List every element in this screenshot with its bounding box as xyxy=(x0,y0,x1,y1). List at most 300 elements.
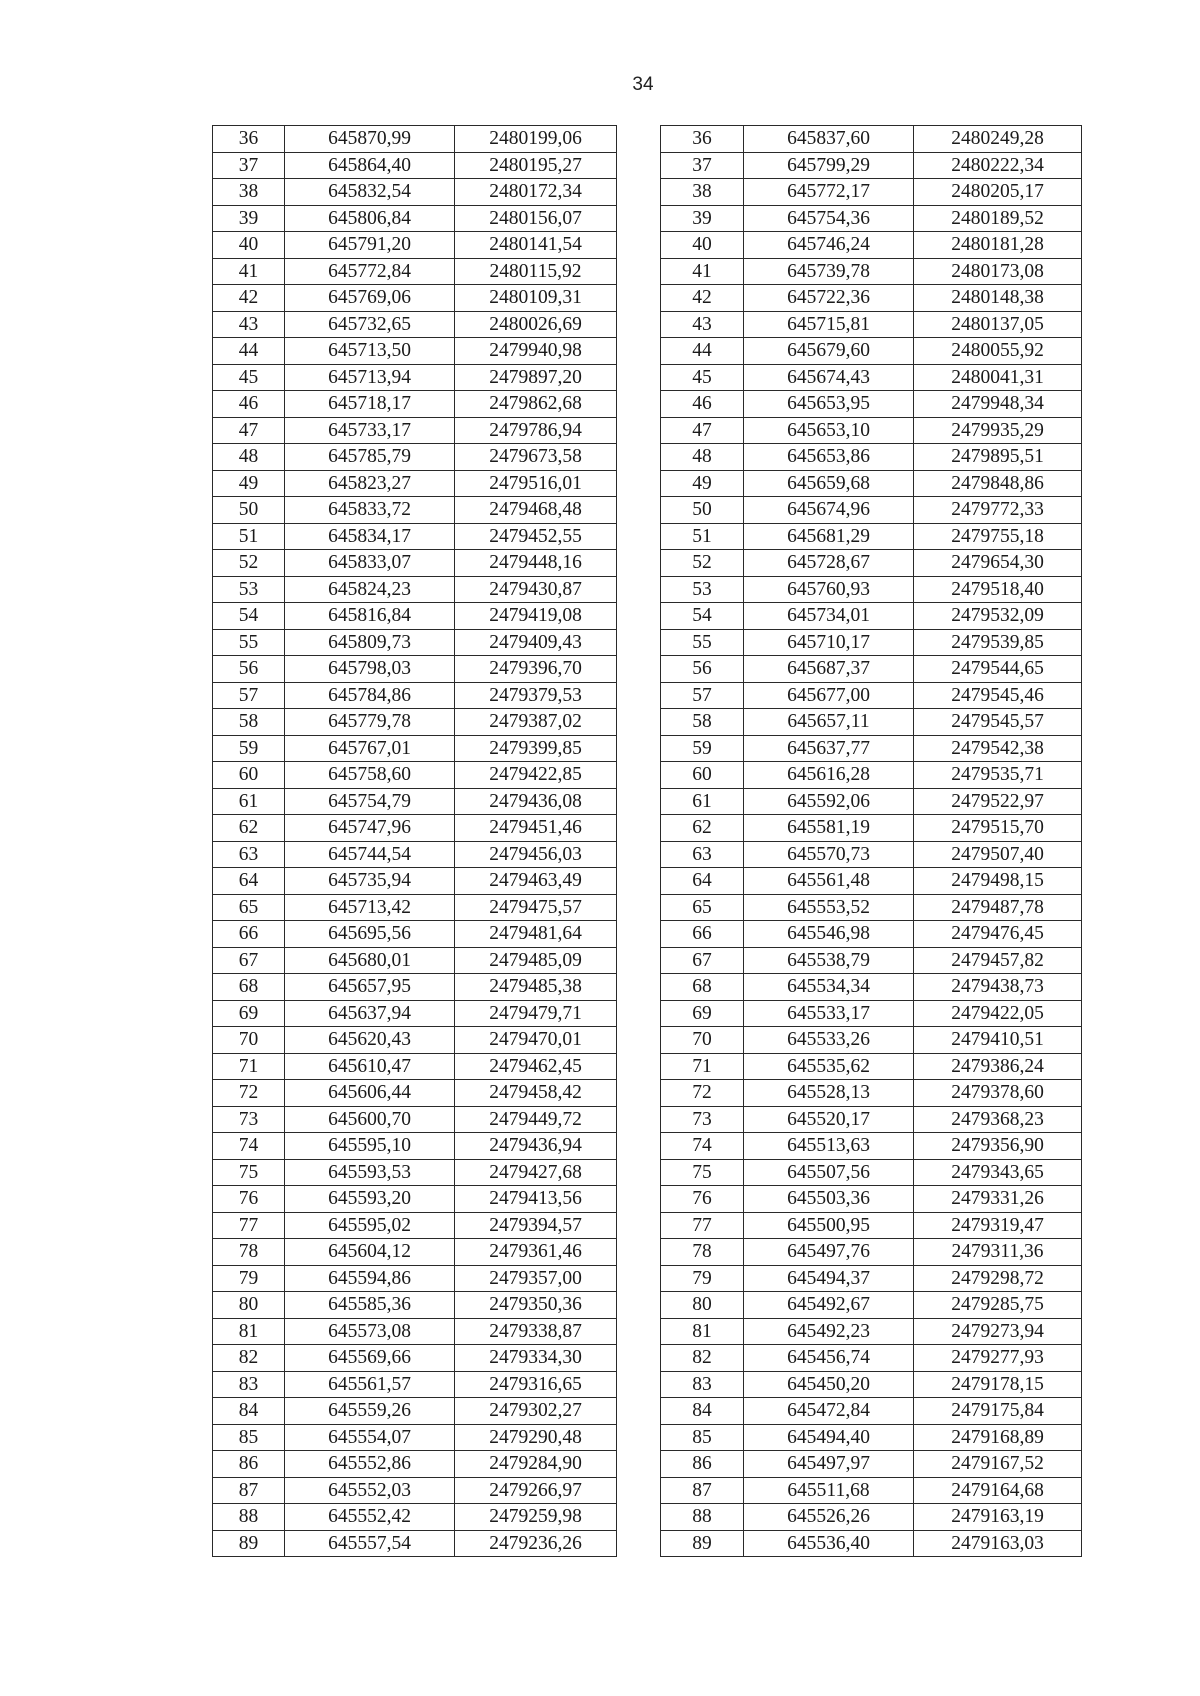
y-coordinate-right-cell: 2479507,40 xyxy=(914,841,1082,868)
y-coordinate-left-cell: 2479316,65 xyxy=(455,1371,617,1398)
y-coordinate-left-cell: 2479448,16 xyxy=(455,550,617,577)
table-row xyxy=(213,947,1082,974)
y-coordinate-left-cell: 2479436,94 xyxy=(455,1133,617,1160)
column-gap-cell xyxy=(617,1239,661,1266)
column-gap-cell xyxy=(617,1530,661,1557)
column-gap-cell xyxy=(617,364,661,391)
x-coordinate-left-cell: 645784,86 xyxy=(285,682,455,709)
y-coordinate-left-cell: 2479481,64 xyxy=(455,921,617,948)
y-coordinate-left-cell: 2479673,58 xyxy=(455,444,617,471)
table-row xyxy=(213,868,1082,895)
x-coordinate-right-cell: 645653,86 xyxy=(744,444,914,471)
column-gap-cell xyxy=(617,894,661,921)
column-gap-cell xyxy=(617,1398,661,1425)
y-coordinate-right-cell: 2479848,86 xyxy=(914,470,1082,497)
x-coordinate-left-cell: 645552,42 xyxy=(285,1504,455,1531)
y-coordinate-left-cell: 2479266,97 xyxy=(455,1477,617,1504)
point-number-left-cell: 55 xyxy=(213,629,285,656)
column-gap-cell xyxy=(617,258,661,285)
point-number-left-cell: 58 xyxy=(213,709,285,736)
x-coordinate-right-cell: 645728,67 xyxy=(744,550,914,577)
table-row xyxy=(213,152,1082,179)
column-gap-cell xyxy=(617,232,661,259)
y-coordinate-left-cell: 2479485,09 xyxy=(455,947,617,974)
table-row xyxy=(213,1159,1082,1186)
column-gap-cell xyxy=(617,841,661,868)
y-coordinate-right-cell: 2479164,68 xyxy=(914,1477,1082,1504)
y-coordinate-left-cell: 2479338,87 xyxy=(455,1318,617,1345)
x-coordinate-left-cell: 645833,07 xyxy=(285,550,455,577)
point-number-right-cell: 36 xyxy=(661,126,744,153)
point-number-right-cell: 44 xyxy=(661,338,744,365)
table-row xyxy=(213,709,1082,736)
x-coordinate-left-cell: 645573,08 xyxy=(285,1318,455,1345)
x-coordinate-left-cell: 645747,96 xyxy=(285,815,455,842)
x-coordinate-right-cell: 645657,11 xyxy=(744,709,914,736)
y-coordinate-right-cell: 2479532,09 xyxy=(914,603,1082,630)
table-row xyxy=(213,1424,1082,1451)
column-gap-cell xyxy=(617,629,661,656)
column-gap-cell xyxy=(617,523,661,550)
table-row xyxy=(213,1530,1082,1557)
y-coordinate-left-cell: 2479452,55 xyxy=(455,523,617,550)
x-coordinate-left-cell: 645758,60 xyxy=(285,762,455,789)
y-coordinate-right-cell: 2479386,24 xyxy=(914,1053,1082,1080)
table-row xyxy=(213,285,1082,312)
point-number-left-cell: 75 xyxy=(213,1159,285,1186)
y-coordinate-left-cell: 2479516,01 xyxy=(455,470,617,497)
column-gap-cell xyxy=(617,126,661,153)
point-number-left-cell: 86 xyxy=(213,1451,285,1478)
column-gap-cell xyxy=(617,735,661,762)
table-row xyxy=(213,1398,1082,1425)
table-row xyxy=(213,470,1082,497)
table-row xyxy=(213,815,1082,842)
point-number-right-cell: 66 xyxy=(661,921,744,948)
x-coordinate-right-cell: 645497,97 xyxy=(744,1451,914,1478)
x-coordinate-left-cell: 645713,42 xyxy=(285,894,455,921)
point-number-left-cell: 43 xyxy=(213,311,285,338)
y-coordinate-left-cell: 2479379,53 xyxy=(455,682,617,709)
point-number-right-cell: 45 xyxy=(661,364,744,391)
y-coordinate-left-cell: 2479475,57 xyxy=(455,894,617,921)
table-row xyxy=(213,841,1082,868)
x-coordinate-left-cell: 645767,01 xyxy=(285,735,455,762)
table-row xyxy=(213,364,1082,391)
x-coordinate-right-cell: 645581,19 xyxy=(744,815,914,842)
table-row xyxy=(213,126,1082,153)
point-number-right-cell: 78 xyxy=(661,1239,744,1266)
point-number-right-cell: 59 xyxy=(661,735,744,762)
x-coordinate-left-cell: 645600,70 xyxy=(285,1106,455,1133)
table-row xyxy=(213,921,1082,948)
point-number-left-cell: 53 xyxy=(213,576,285,603)
point-number-left-cell: 56 xyxy=(213,656,285,683)
x-coordinate-right-cell: 645511,68 xyxy=(744,1477,914,1504)
y-coordinate-right-cell: 2479277,93 xyxy=(914,1345,1082,1372)
column-gap-cell xyxy=(617,311,661,338)
column-gap-cell xyxy=(617,1186,661,1213)
point-number-left-cell: 57 xyxy=(213,682,285,709)
x-coordinate-right-cell: 645536,40 xyxy=(744,1530,914,1557)
table-row xyxy=(213,1292,1082,1319)
point-number-right-cell: 68 xyxy=(661,974,744,1001)
y-coordinate-left-cell: 2479334,30 xyxy=(455,1345,617,1372)
x-coordinate-right-cell: 645534,34 xyxy=(744,974,914,1001)
point-number-left-cell: 63 xyxy=(213,841,285,868)
table-row xyxy=(213,974,1082,1001)
y-coordinate-left-cell: 2480156,07 xyxy=(455,205,617,232)
y-coordinate-left-cell: 2479399,85 xyxy=(455,735,617,762)
x-coordinate-left-cell: 645834,17 xyxy=(285,523,455,550)
x-coordinate-right-cell: 645659,68 xyxy=(744,470,914,497)
x-coordinate-left-cell: 645713,50 xyxy=(285,338,455,365)
column-gap-cell xyxy=(617,205,661,232)
point-number-right-cell: 43 xyxy=(661,311,744,338)
y-coordinate-right-cell: 2479755,18 xyxy=(914,523,1082,550)
table-row xyxy=(213,894,1082,921)
y-coordinate-right-cell: 2479518,40 xyxy=(914,576,1082,603)
y-coordinate-right-cell: 2479163,03 xyxy=(914,1530,1082,1557)
column-gap-cell xyxy=(617,1477,661,1504)
y-coordinate-left-cell: 2479284,90 xyxy=(455,1451,617,1478)
point-number-left-cell: 88 xyxy=(213,1504,285,1531)
point-number-right-cell: 53 xyxy=(661,576,744,603)
point-number-right-cell: 75 xyxy=(661,1159,744,1186)
y-coordinate-right-cell: 2479522,97 xyxy=(914,788,1082,815)
y-coordinate-right-cell: 2479654,30 xyxy=(914,550,1082,577)
point-number-right-cell: 79 xyxy=(661,1265,744,1292)
y-coordinate-right-cell: 2480055,92 xyxy=(914,338,1082,365)
point-number-right-cell: 72 xyxy=(661,1080,744,1107)
y-coordinate-right-cell: 2479438,73 xyxy=(914,974,1082,1001)
column-gap-cell xyxy=(617,1159,661,1186)
y-coordinate-left-cell: 2479302,27 xyxy=(455,1398,617,1425)
y-coordinate-right-cell: 2479273,94 xyxy=(914,1318,1082,1345)
point-number-left-cell: 73 xyxy=(213,1106,285,1133)
point-number-left-cell: 52 xyxy=(213,550,285,577)
x-coordinate-left-cell: 645593,20 xyxy=(285,1186,455,1213)
point-number-right-cell: 85 xyxy=(661,1424,744,1451)
x-coordinate-left-cell: 645779,78 xyxy=(285,709,455,736)
y-coordinate-left-cell: 2479394,57 xyxy=(455,1212,617,1239)
x-coordinate-right-cell: 645715,81 xyxy=(744,311,914,338)
x-coordinate-right-cell: 645492,23 xyxy=(744,1318,914,1345)
x-coordinate-left-cell: 645554,07 xyxy=(285,1424,455,1451)
x-coordinate-left-cell: 645606,44 xyxy=(285,1080,455,1107)
y-coordinate-right-cell: 2479285,75 xyxy=(914,1292,1082,1319)
y-coordinate-left-cell: 2479862,68 xyxy=(455,391,617,418)
x-coordinate-left-cell: 645680,01 xyxy=(285,947,455,974)
x-coordinate-left-cell: 645824,23 xyxy=(285,576,455,603)
point-number-right-cell: 77 xyxy=(661,1212,744,1239)
point-number-right-cell: 65 xyxy=(661,894,744,921)
point-number-right-cell: 54 xyxy=(661,603,744,630)
x-coordinate-left-cell: 645806,84 xyxy=(285,205,455,232)
y-coordinate-left-cell: 2480141,54 xyxy=(455,232,617,259)
column-gap-cell xyxy=(617,576,661,603)
y-coordinate-right-cell: 2480222,34 xyxy=(914,152,1082,179)
x-coordinate-left-cell: 645713,94 xyxy=(285,364,455,391)
point-number-right-cell: 49 xyxy=(661,470,744,497)
y-coordinate-left-cell: 2479427,68 xyxy=(455,1159,617,1186)
y-coordinate-left-cell: 2479458,42 xyxy=(455,1080,617,1107)
x-coordinate-left-cell: 645785,79 xyxy=(285,444,455,471)
column-gap-cell xyxy=(617,179,661,206)
table-row xyxy=(213,1053,1082,1080)
x-coordinate-right-cell: 645507,56 xyxy=(744,1159,914,1186)
y-coordinate-right-cell: 2479167,52 xyxy=(914,1451,1082,1478)
point-number-left-cell: 47 xyxy=(213,417,285,444)
column-gap-cell xyxy=(617,417,661,444)
y-coordinate-right-cell: 2479515,70 xyxy=(914,815,1082,842)
x-coordinate-left-cell: 645610,47 xyxy=(285,1053,455,1080)
table-row xyxy=(213,735,1082,762)
table-row xyxy=(213,1212,1082,1239)
x-coordinate-right-cell: 645500,95 xyxy=(744,1212,914,1239)
point-number-right-cell: 39 xyxy=(661,205,744,232)
point-number-right-cell: 70 xyxy=(661,1027,744,1054)
column-gap-cell xyxy=(617,656,661,683)
point-number-left-cell: 71 xyxy=(213,1053,285,1080)
x-coordinate-right-cell: 645528,13 xyxy=(744,1080,914,1107)
point-number-right-cell: 50 xyxy=(661,497,744,524)
point-number-left-cell: 74 xyxy=(213,1133,285,1160)
point-number-left-cell: 87 xyxy=(213,1477,285,1504)
column-gap-cell xyxy=(617,338,661,365)
point-number-left-cell: 49 xyxy=(213,470,285,497)
column-gap-cell xyxy=(617,1212,661,1239)
y-coordinate-left-cell: 2479413,56 xyxy=(455,1186,617,1213)
x-coordinate-left-cell: 645809,73 xyxy=(285,629,455,656)
y-coordinate-left-cell: 2479449,72 xyxy=(455,1106,617,1133)
point-number-right-cell: 38 xyxy=(661,179,744,206)
x-coordinate-right-cell: 645722,36 xyxy=(744,285,914,312)
y-coordinate-left-cell: 2479940,98 xyxy=(455,338,617,365)
y-coordinate-left-cell: 2479396,70 xyxy=(455,656,617,683)
x-coordinate-left-cell: 645593,53 xyxy=(285,1159,455,1186)
x-coordinate-left-cell: 645791,20 xyxy=(285,232,455,259)
y-coordinate-left-cell: 2479462,45 xyxy=(455,1053,617,1080)
x-coordinate-left-cell: 645732,65 xyxy=(285,311,455,338)
table-row xyxy=(213,232,1082,259)
point-number-right-cell: 84 xyxy=(661,1398,744,1425)
table-row xyxy=(213,1504,1082,1531)
x-coordinate-left-cell: 645733,17 xyxy=(285,417,455,444)
column-gap-cell xyxy=(617,1424,661,1451)
column-gap-cell xyxy=(617,391,661,418)
point-number-left-cell: 44 xyxy=(213,338,285,365)
y-coordinate-right-cell: 2479487,78 xyxy=(914,894,1082,921)
point-number-right-cell: 42 xyxy=(661,285,744,312)
y-coordinate-right-cell: 2479422,05 xyxy=(914,1000,1082,1027)
x-coordinate-left-cell: 645695,56 xyxy=(285,921,455,948)
point-number-left-cell: 54 xyxy=(213,603,285,630)
x-coordinate-left-cell: 645744,54 xyxy=(285,841,455,868)
table-row xyxy=(213,603,1082,630)
point-number-right-cell: 82 xyxy=(661,1345,744,1372)
y-coordinate-right-cell: 2479545,57 xyxy=(914,709,1082,736)
column-gap-cell xyxy=(617,550,661,577)
y-coordinate-left-cell: 2479470,01 xyxy=(455,1027,617,1054)
x-coordinate-right-cell: 645472,84 xyxy=(744,1398,914,1425)
column-gap-cell xyxy=(617,1133,661,1160)
point-number-right-cell: 81 xyxy=(661,1318,744,1345)
table-row xyxy=(213,1186,1082,1213)
y-coordinate-left-cell: 2479350,36 xyxy=(455,1292,617,1319)
point-number-right-cell: 89 xyxy=(661,1530,744,1557)
y-coordinate-right-cell: 2479356,90 xyxy=(914,1133,1082,1160)
point-number-right-cell: 37 xyxy=(661,152,744,179)
y-coordinate-right-cell: 2479178,15 xyxy=(914,1371,1082,1398)
point-number-left-cell: 40 xyxy=(213,232,285,259)
y-coordinate-right-cell: 2479539,85 xyxy=(914,629,1082,656)
point-number-right-cell: 41 xyxy=(661,258,744,285)
x-coordinate-left-cell: 645594,86 xyxy=(285,1265,455,1292)
point-number-left-cell: 46 xyxy=(213,391,285,418)
x-coordinate-right-cell: 645570,73 xyxy=(744,841,914,868)
table-row xyxy=(213,444,1082,471)
x-coordinate-right-cell: 645513,63 xyxy=(744,1133,914,1160)
point-number-left-cell: 62 xyxy=(213,815,285,842)
point-number-right-cell: 51 xyxy=(661,523,744,550)
x-coordinate-right-cell: 645494,37 xyxy=(744,1265,914,1292)
column-gap-cell xyxy=(617,1080,661,1107)
point-number-right-cell: 73 xyxy=(661,1106,744,1133)
point-number-left-cell: 45 xyxy=(213,364,285,391)
table-row xyxy=(213,576,1082,603)
y-coordinate-right-cell: 2479895,51 xyxy=(914,444,1082,471)
table-row xyxy=(213,788,1082,815)
table-row xyxy=(213,1451,1082,1478)
column-gap-cell xyxy=(617,974,661,1001)
point-number-left-cell: 72 xyxy=(213,1080,285,1107)
y-coordinate-left-cell: 2479290,48 xyxy=(455,1424,617,1451)
point-number-right-cell: 58 xyxy=(661,709,744,736)
x-coordinate-left-cell: 645735,94 xyxy=(285,868,455,895)
table-row xyxy=(213,497,1082,524)
x-coordinate-left-cell: 645585,36 xyxy=(285,1292,455,1319)
point-number-right-cell: 64 xyxy=(661,868,744,895)
point-number-left-cell: 78 xyxy=(213,1239,285,1266)
x-coordinate-left-cell: 645833,72 xyxy=(285,497,455,524)
y-coordinate-right-cell: 2479545,46 xyxy=(914,682,1082,709)
y-coordinate-left-cell: 2479468,48 xyxy=(455,497,617,524)
x-coordinate-left-cell: 645569,66 xyxy=(285,1345,455,1372)
point-number-left-cell: 37 xyxy=(213,152,285,179)
x-coordinate-right-cell: 645533,17 xyxy=(744,1000,914,1027)
table-row xyxy=(213,417,1082,444)
column-gap-cell xyxy=(617,152,661,179)
y-coordinate-left-cell: 2479456,03 xyxy=(455,841,617,868)
y-coordinate-right-cell: 2480205,17 xyxy=(914,179,1082,206)
point-number-left-cell: 39 xyxy=(213,205,285,232)
x-coordinate-left-cell: 645816,84 xyxy=(285,603,455,630)
point-number-right-cell: 76 xyxy=(661,1186,744,1213)
point-number-left-cell: 60 xyxy=(213,762,285,789)
x-coordinate-right-cell: 645760,93 xyxy=(744,576,914,603)
x-coordinate-right-cell: 645754,36 xyxy=(744,205,914,232)
column-gap-cell xyxy=(617,762,661,789)
y-coordinate-right-cell: 2479378,60 xyxy=(914,1080,1082,1107)
column-gap-cell xyxy=(617,868,661,895)
y-coordinate-left-cell: 2480109,31 xyxy=(455,285,617,312)
y-coordinate-right-cell: 2479772,33 xyxy=(914,497,1082,524)
y-coordinate-right-cell: 2480148,38 xyxy=(914,285,1082,312)
x-coordinate-right-cell: 645734,01 xyxy=(744,603,914,630)
column-gap-cell xyxy=(617,1504,661,1531)
point-number-left-cell: 79 xyxy=(213,1265,285,1292)
x-coordinate-right-cell: 645677,00 xyxy=(744,682,914,709)
x-coordinate-right-cell: 645653,10 xyxy=(744,417,914,444)
y-coordinate-right-cell: 2480189,52 xyxy=(914,205,1082,232)
x-coordinate-left-cell: 645561,57 xyxy=(285,1371,455,1398)
x-coordinate-left-cell: 645637,94 xyxy=(285,1000,455,1027)
column-gap-cell xyxy=(617,1292,661,1319)
table-row xyxy=(213,1345,1082,1372)
y-coordinate-right-cell: 2479535,71 xyxy=(914,762,1082,789)
y-coordinate-right-cell: 2479331,26 xyxy=(914,1186,1082,1213)
table-row xyxy=(213,258,1082,285)
point-number-left-cell: 59 xyxy=(213,735,285,762)
column-gap-cell xyxy=(617,497,661,524)
y-coordinate-right-cell: 2479298,72 xyxy=(914,1265,1082,1292)
column-gap-cell xyxy=(617,603,661,630)
column-gap-cell xyxy=(617,1000,661,1027)
coordinates-table-body xyxy=(213,126,1082,1557)
column-gap-cell xyxy=(617,709,661,736)
x-coordinate-right-cell: 645494,40 xyxy=(744,1424,914,1451)
x-coordinate-right-cell: 645681,29 xyxy=(744,523,914,550)
x-coordinate-right-cell: 645616,28 xyxy=(744,762,914,789)
point-number-left-cell: 80 xyxy=(213,1292,285,1319)
point-number-left-cell: 67 xyxy=(213,947,285,974)
x-coordinate-right-cell: 645535,62 xyxy=(744,1053,914,1080)
x-coordinate-right-cell: 645679,60 xyxy=(744,338,914,365)
point-number-left-cell: 42 xyxy=(213,285,285,312)
y-coordinate-right-cell: 2480173,08 xyxy=(914,258,1082,285)
point-number-left-cell: 77 xyxy=(213,1212,285,1239)
table-row xyxy=(213,1000,1082,1027)
point-number-right-cell: 55 xyxy=(661,629,744,656)
x-coordinate-left-cell: 645557,54 xyxy=(285,1530,455,1557)
y-coordinate-left-cell: 2479786,94 xyxy=(455,417,617,444)
point-number-left-cell: 50 xyxy=(213,497,285,524)
table-row xyxy=(213,629,1082,656)
y-coordinate-right-cell: 2479498,15 xyxy=(914,868,1082,895)
column-gap-cell xyxy=(617,1053,661,1080)
page-number: 34 xyxy=(632,74,654,95)
x-coordinate-left-cell: 645754,79 xyxy=(285,788,455,815)
coordinates-table xyxy=(212,125,1082,1557)
y-coordinate-left-cell: 2479259,98 xyxy=(455,1504,617,1531)
x-coordinate-left-cell: 645595,10 xyxy=(285,1133,455,1160)
x-coordinate-left-cell: 645552,03 xyxy=(285,1477,455,1504)
x-coordinate-left-cell: 645772,84 xyxy=(285,258,455,285)
x-coordinate-right-cell: 645674,96 xyxy=(744,497,914,524)
point-number-right-cell: 74 xyxy=(661,1133,744,1160)
point-number-right-cell: 60 xyxy=(661,762,744,789)
y-coordinate-left-cell: 2480026,69 xyxy=(455,311,617,338)
y-coordinate-right-cell: 2479311,36 xyxy=(914,1239,1082,1266)
point-number-right-cell: 67 xyxy=(661,947,744,974)
y-coordinate-left-cell: 2479422,85 xyxy=(455,762,617,789)
point-number-right-cell: 56 xyxy=(661,656,744,683)
column-gap-cell xyxy=(617,1318,661,1345)
point-number-left-cell: 48 xyxy=(213,444,285,471)
x-coordinate-right-cell: 645674,43 xyxy=(744,364,914,391)
table-row xyxy=(213,1239,1082,1266)
